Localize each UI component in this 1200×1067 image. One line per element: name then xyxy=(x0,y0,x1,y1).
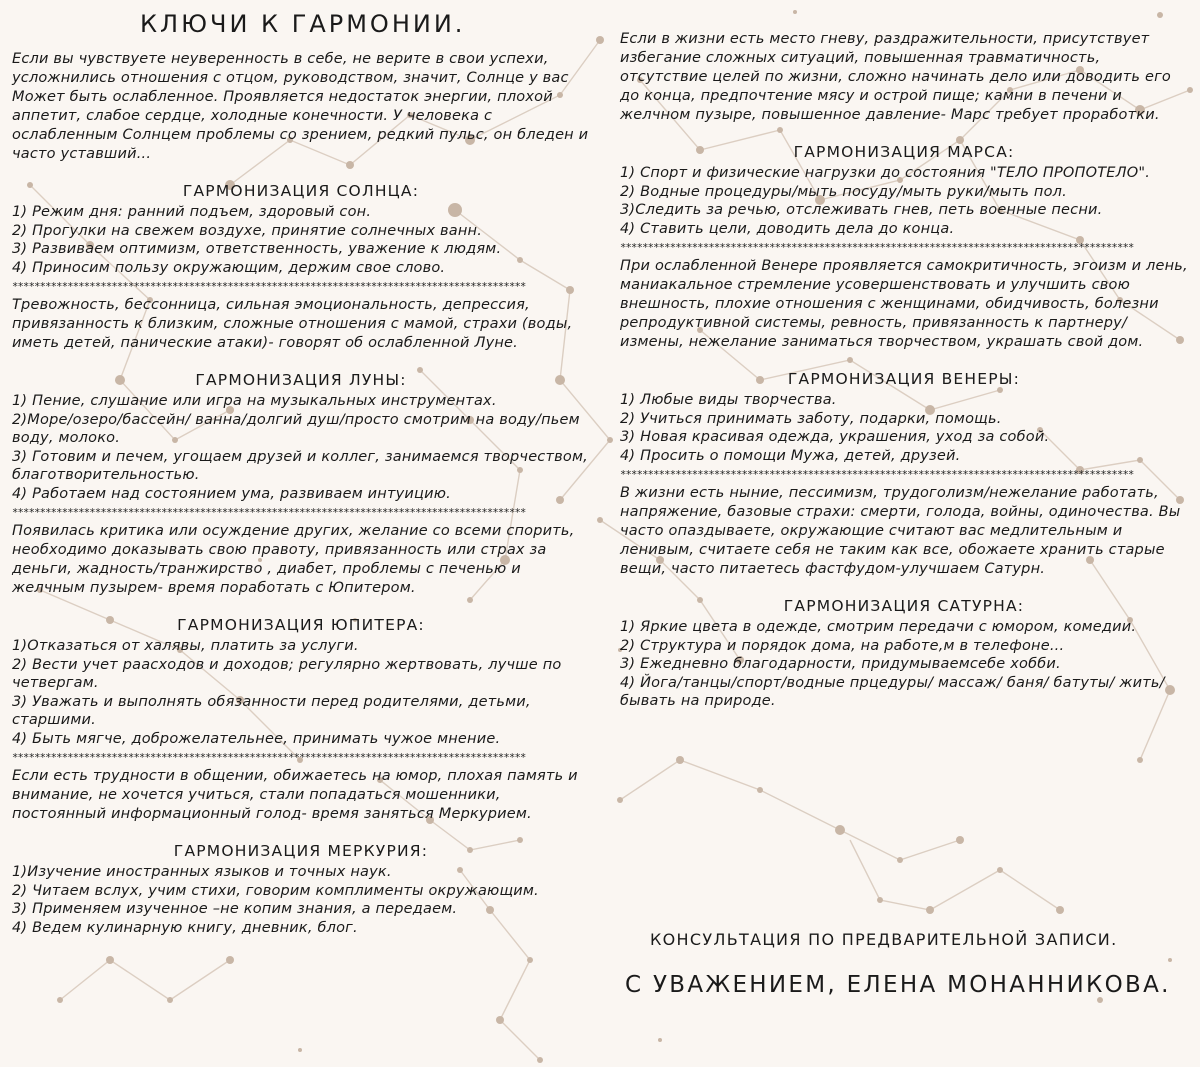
list-item: 1)Изучение иностранных языков и точных наук. xyxy=(12,864,392,880)
list-item: 2) Вести учет раасходов и доходов; регулярно жертвовать, лучше по четвергам. xyxy=(12,656,562,691)
list-item: 1) Любые виды творчества. xyxy=(620,392,837,408)
right-column xyxy=(620,30,1188,711)
jupiter-heading: ГАРМОНИЗАЦИЯ ЮПИТЕРА: xyxy=(177,616,425,634)
sun-intro: Если вы чувствуете неуверенность в себе, не верите в свои успехи, усложнились отношения с отцом, руководством, значит, Солнце у вас Может быть ослабленное. Проявляется недостаток энергии, плохой аппетит, слабое сердце, холодные конечности. У человека с ослабленным Солнцем проблемы со зрением, редкий пульс, он бледен и часто уставший... xyxy=(12,51,589,162)
left-column xyxy=(12,8,590,937)
moon-intro: Тревожность, бессонница, сильная эмоциональность, депрессия, привязанность к близким, сложные отношения с мамой, страхи (воды, иметь детей, панические атаки)- говорят об ослабленной Луне. xyxy=(12,297,573,351)
sun-list xyxy=(12,203,590,277)
list-item: 2) Учиться принимать заботу, подарки, помощь. xyxy=(620,410,1002,427)
moon-list xyxy=(12,392,590,503)
mars-heading: ГАРМОНИЗАЦИЯ МАРСА: xyxy=(793,143,1015,161)
list-item: 1) Спорт и физические нагрузки до состояния "ТЕЛО ПРОПОТЕЛО". xyxy=(620,165,1151,181)
list-item: 3) Развиваем оптимизм, ответственность, уважение к людям. xyxy=(12,241,502,257)
list-item: 1) Режим дня: ранний подъем, здоровый сон. xyxy=(12,204,372,220)
signature-line: С УВАЖЕНИЕМ, ЕЛЕНА МОНАННИКОВА. xyxy=(625,972,1171,998)
mercury-heading: ГАРМОНИЗАЦИЯ МЕРКУРИЯ: xyxy=(173,842,429,860)
list-item: 4) Ведем кулинарную книгу, дневник, блог. xyxy=(12,919,358,936)
mercury-list xyxy=(12,863,590,937)
list-item: 2) Прогулки на свежем воздухе, принятие солнечных ванн. xyxy=(12,222,483,239)
mars-intro: Если в жизни есть место гневу, раздражительности, присутствует избегание сложных ситуаций, повышенная травматичность, отсутствие целей по жизни, сложно начинать дело или доводить его до конца, предпочтение мясу и острой пище; камни в печени и желчном пузыре, повышенное давление- Марс требует проработки. xyxy=(620,31,1171,123)
list-item: 3) Готовим и печем, угощаем друзей и коллег, занимаемся творчеством, благотворительностью. xyxy=(12,448,588,483)
list-item: 4) Быть мягче, доброжелательнее, принимать чужое мнение. xyxy=(12,730,501,747)
list-item: 3) Уважать и выполнять обязанности перед родителями, детьми, старшими. xyxy=(12,693,531,728)
mars-list xyxy=(620,164,1188,238)
page-title: КЛЮЧИ К ГАРМОНИИ. xyxy=(140,10,466,38)
list-item: 2)Море/озеро/бассейн/ ванна/долгий душ/просто смотрим на воду/пьем воду, молоко. xyxy=(12,411,580,446)
list-item: 1) Пение, слушание или игра на музыкальных инструментах. xyxy=(12,393,497,409)
separator: ********************************************************************************************* xyxy=(620,469,1134,481)
venus-heading: ГАРМОНИЗАЦИЯ ВЕНЕРЫ: xyxy=(787,370,1021,388)
list-item: 3) Применяем изученное –не копим знания, а передаем. xyxy=(12,901,458,917)
list-item: 2) Водные процедуры/мыть посуду/мыть руки/мыть пол. xyxy=(620,183,1067,200)
jupiter-list xyxy=(12,637,590,748)
saturn-heading: ГАРМОНИЗАЦИЯ САТУРНА: xyxy=(783,597,1025,615)
list-item: 2) Структура и порядок дома, на работе,м в телефоне... xyxy=(620,637,1065,654)
venus-list xyxy=(620,391,1188,465)
list-item: 4) Йога/танцы/спорт/водные прцедуры/ массаж/ баня/ батуты/ жить/бывать на природе. xyxy=(620,674,1165,709)
list-item: 1)Отказаться от халявы, платить за услуги. xyxy=(12,638,359,654)
list-item: 4) Просить о помощи Мужа, детей, друзей. xyxy=(620,447,961,464)
moon-heading: ГАРМОНИЗАЦИЯ ЛУНЫ: xyxy=(195,371,407,389)
sun-heading: ГАРМОНИЗАЦИЯ СОЛНЦА: xyxy=(182,182,420,200)
list-item: 3) Новая красивая одежда, украшения, уход за собой. xyxy=(620,429,1050,445)
jupiter-intro: Появилась критика или осуждение других, желание со всеми спорить, необходимо доказывать свою правоту, привязанность или страх за деньги, жадность/транжирство , диабет, проблемы с печенью и желчным пузырем- время поработать с Юпитером. xyxy=(12,523,575,596)
list-item: 3)Следить за речью, отслеживать гнев, петь военные песни. xyxy=(620,202,1103,218)
separator: ********************************************************************************************* xyxy=(12,507,526,519)
saturn-list xyxy=(620,618,1188,711)
list-item: 2) Читаем вслух, учим стихи, говорим комплименты окружающим. xyxy=(12,882,539,899)
mercury-intro: Если есть трудности в общении, обижаетесь на юмор, плохая память и внимание, не хочется учиться, стали попадаться мошенники, постоянный информационный голод- время заняться Меркурием. xyxy=(12,768,578,822)
list-item: 3) Ежедневно благодарности, придумываемсебе хобби. xyxy=(620,656,1061,672)
separator: ********************************************************************************************* xyxy=(12,281,526,293)
saturn-intro: В жизни есть ныние, пессимизм, трудоголизм/нежелание работать, напряжение, базовые страхи: смерти, голода, войны, одиночества. Вы часто опаздываете, окружающие считают вас медлительным и ленивым, считаете себя не таким как все, обожаете хранить старые вещи, часто питаетесь фастфудом-улучшаем Сатурн. xyxy=(620,485,1181,577)
venus-intro: При ослабленной Венере проявляется самокритичность, эгоизм и лень, маниакальное стремление усовершенствовать и улучшить свою внешность, плохие отношения с женщинами, обидчивость, болезни репродуктивной системы, ревность, привязанность к партнеру/измены, нежелание заниматься творчеством, украшать свой дом. xyxy=(620,258,1188,350)
separator: ********************************************************************************************* xyxy=(620,242,1134,254)
consultation-note: КОНСУЛЬТАЦИЯ ПО ПРЕДВАРИТЕЛЬНОЙ ЗАПИСИ. xyxy=(650,930,1118,949)
separator: ********************************************************************************************* xyxy=(12,752,526,764)
list-item: 1) Яркие цвета в одежде, смотрим передачи с юмором, комедии. xyxy=(620,619,1137,635)
list-item: 4) Работаем над состоянием ума, развиваем интуицию. xyxy=(12,485,451,502)
list-item: 4) Ставить цели, доводить дела до конца. xyxy=(620,220,955,237)
list-item: 4) Приносим пользу окружающим, держим свое слово. xyxy=(12,259,446,276)
